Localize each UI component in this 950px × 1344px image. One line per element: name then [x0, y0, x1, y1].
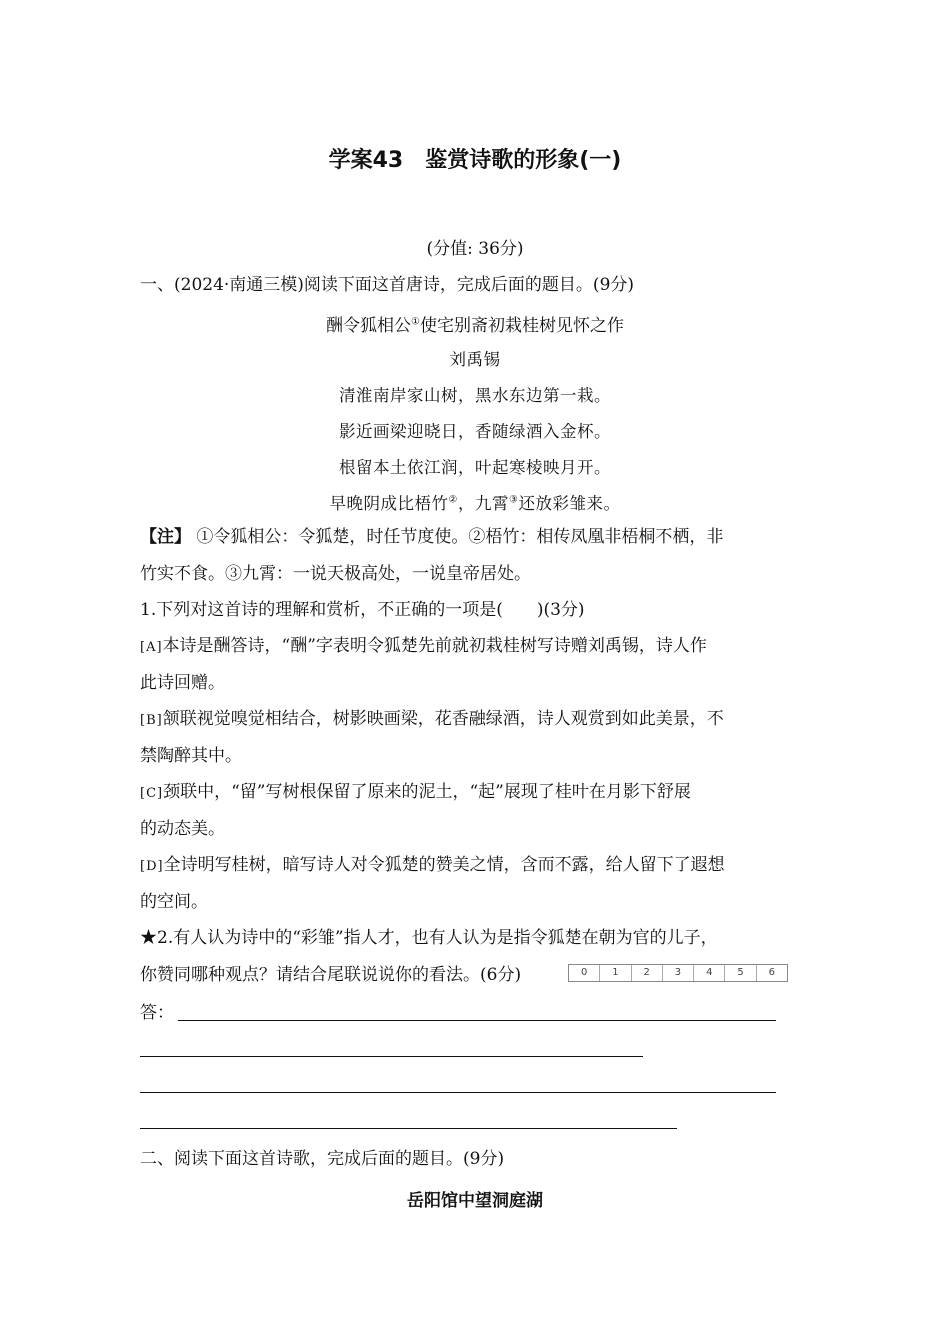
section1-heading: 一、(2024·南通三模)阅读下面这首唐诗，完成后面的题目。(9分)	[140, 275, 635, 295]
option-d[interactable]: [D]全诗明写桂树，暗写诗人对令狐楚的赞美之情，含而不露，给人留下了遐想	[140, 855, 725, 875]
poem-line-4: 早晚阴成比梧竹②，九霄③还放彩雏来。	[329, 494, 621, 513]
poem-author: 刘禹锡	[449, 350, 501, 369]
score-note: (分值: 36分)	[426, 239, 524, 259]
question-1-stem: 1.下列对这首诗的理解和赏析，不正确的一项是( )(3分)	[140, 600, 585, 620]
score-box[interactable]	[568, 964, 788, 982]
poem-line-1: 清淮南岸家山树，黑水东边第一栽。	[339, 386, 611, 405]
option-c-cont: 的动态美。	[140, 819, 225, 839]
annotation-line-1: 【注】 ①令狐相公：令狐楚，时任节度使。②梧竹：相传凤凰非梧桐不栖，非	[140, 527, 724, 547]
option-d-cont: 的空间。	[140, 892, 208, 912]
option-d-label: [D]	[140, 859, 164, 874]
score-cell-5[interactable]: 5	[724, 965, 755, 981]
section2-poem-title: 岳阳馆中望洞庭湖	[407, 1191, 543, 1211]
score-cell-6[interactable]: 6	[756, 965, 787, 981]
option-a-cont: 此诗回赠。	[140, 673, 225, 693]
answer-line-4[interactable]	[140, 1128, 677, 1129]
score-cell-2[interactable]: 2	[631, 965, 662, 981]
answer-line-3[interactable]	[140, 1092, 776, 1093]
score-cell-4[interactable]: 4	[693, 965, 724, 981]
question-2-line-1: ★2.有人认为诗中的“彩雏”指人才，也有人认为是指令狐楚在朝为官的儿子，	[140, 928, 718, 948]
option-c[interactable]: [C]颈联中，“留”写树根保留了原来的泥土，“起”展现了桂叶在月影下舒展	[140, 782, 691, 802]
poem-line-2: 影近画梁迎晓日，香随绿酒入金杯。	[339, 422, 611, 441]
answer-line-2[interactable]	[140, 1056, 643, 1057]
option-b[interactable]: [B]颔联视觉嗅觉相结合，树影映画梁，花香融绿酒，诗人观赏到如此美景，不	[140, 709, 724, 729]
option-b-cont: 禁陶醉其中。	[140, 746, 242, 766]
section2-heading: 二、阅读下面这首诗歌，完成后面的题目。(9分)	[140, 1149, 505, 1169]
page-title: 学案43 鉴赏诗歌的形象(一)	[328, 148, 622, 173]
option-c-label: [C]	[140, 786, 164, 801]
annotation-label: 【注】	[140, 527, 191, 547]
score-cell-3[interactable]: 3	[662, 965, 693, 981]
option-b-label: [B]	[140, 713, 163, 728]
poem-title: 酬令狐相公①使宅别斋初栽桂树见怀之作	[326, 316, 624, 336]
annotation-line-2: 竹实不食。③九霄：一说天极高处，一说皇帝居处。	[140, 564, 531, 584]
poem-line-3: 根留本土依江润，叶起寒棱映月开。	[339, 458, 611, 477]
question-2-line-2: 你赞同哪种观点？请结合尾联说说你的看法。(6分)	[140, 965, 522, 985]
option-a[interactable]: [A]本诗是酬答诗，“酬”字表明令狐楚先前就初栽桂树写诗赠刘禹锡，诗人作	[140, 636, 707, 656]
score-cell-0[interactable]: 0	[580, 967, 588, 978]
score-cell-1[interactable]: 1	[599, 965, 630, 981]
option-a-label: [A]	[140, 640, 163, 655]
star-icon: ★	[140, 928, 157, 948]
answer-line-1[interactable]	[178, 1020, 776, 1021]
answer-label: 答：	[140, 1003, 174, 1023]
